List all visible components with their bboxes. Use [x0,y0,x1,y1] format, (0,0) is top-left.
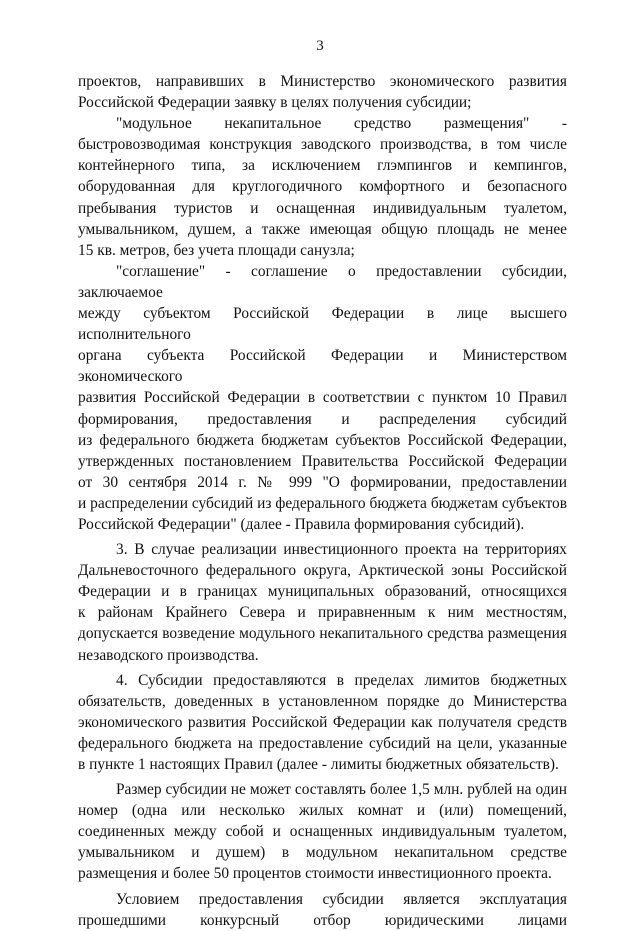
document-body [78,71,567,931]
text-line: умывальником и душем) в модульном некапитальном средстве [78,844,567,862]
text-line: Российской Федерации" (далее - Правила формирования субсидий). [78,515,525,533]
text-line: развития Российской Федерации в соответствии с пунктом 10 Правил [78,389,567,407]
text-line: проектов, направивших в Министерство экономического развития [78,73,567,90]
text-line: Российской Федерации заявку в целях получения субсидии; [78,94,472,112]
text-line: размещения и более 50 процентов стоимости инвестиционного проекта. [78,865,552,883]
paragraph-item-3 [78,539,567,666]
text-line: незаводского производства. [78,646,259,664]
text-line: между субъектом Российской Федерации в лице высшего исполнительного [78,305,567,344]
text-line: умывальником, душем, а также имеющая общую площадь не менее [78,220,567,238]
page-number: 3 [316,38,324,54]
text-line: обязательств, доведенных в установленном порядке до Министерства [78,692,567,710]
text-line: 3. В случае реализации инвестиционного проекта на территориях [116,541,567,559]
paragraph [78,113,567,261]
text-line: допускается возведение модульного некапитального средства размещения [78,625,567,643]
text-line: и распределении субсидий из федерального бюджета бюджетам субъектов [78,494,567,512]
text-line: 4. Субсидии предоставляются в пределах лимитов бюджетных [116,671,567,689]
text-line: "соглашение" - соглашение о предоставлении субсидии, заключаемое [78,262,567,301]
text-line: быстровозводимая конструкция заводского производства, в том числе [78,136,567,154]
paragraph [78,261,567,535]
text-line: "модульное некапитальное средство размещения" - [116,115,567,133]
text-line: экономического развития Российской Федерации как получателя средств [78,713,567,731]
text-line: из федерального бюджета бюджетам субъектов Российской Федерации, [78,431,567,449]
text-line: Размер субсидии не может составлять более 1,5 млн. рублей на один [116,781,567,799]
paragraph [78,779,567,884]
text-line: прошедшими конкурсный отбор юридическими лицами [78,911,567,929]
text-line: пребывания туристов и оснащенная индивидуальным туалетом, [78,199,567,217]
text-line: органа субъекта Российской Федерации и Министерством экономического [78,347,567,386]
text-line: Дальневосточного федерального округа, Арктической зоны Российской [78,562,567,580]
text-line: федерального бюджета на предоставление субсидий на цели, указанные [78,734,567,752]
text-line: соединенных между собой и оснащенных индивидуальным туалетом, [78,823,567,841]
paragraph [78,71,567,113]
text-line: оборудованная для круглогодичного комфортного и безопасного [78,178,567,196]
text-line: номер (одна или несколько жилых комнат и (или) помещений, [78,802,567,820]
text-line: 15 кв. метров, без учета площади санузла; [78,241,355,259]
text-line: от 30 сентября 2014 г. № 999 "О формировании, предоставлении [78,473,567,491]
text-line: Федерации и в границах муниципальных образований, относящихся [78,583,567,601]
paragraph [78,889,567,931]
text-line: в пункте 1 настоящих Правил (далее - лимиты бюджетных обязательств). [78,756,559,773]
text-line: утвержденных постановлением Правительства Российской Федерации [78,452,567,470]
text-line: формирования, предоставления и распределения субсидий [78,410,567,428]
text-line: контейнерного типа, за исключением глэмпингов и кемпингов, [78,157,567,175]
text-line: к районам Крайнего Севера и приравненным к ним местностям, [78,604,567,622]
text-line: Условием предоставления субсидии является эксплуатация [116,890,567,908]
paragraph-item-4 [78,670,567,775]
